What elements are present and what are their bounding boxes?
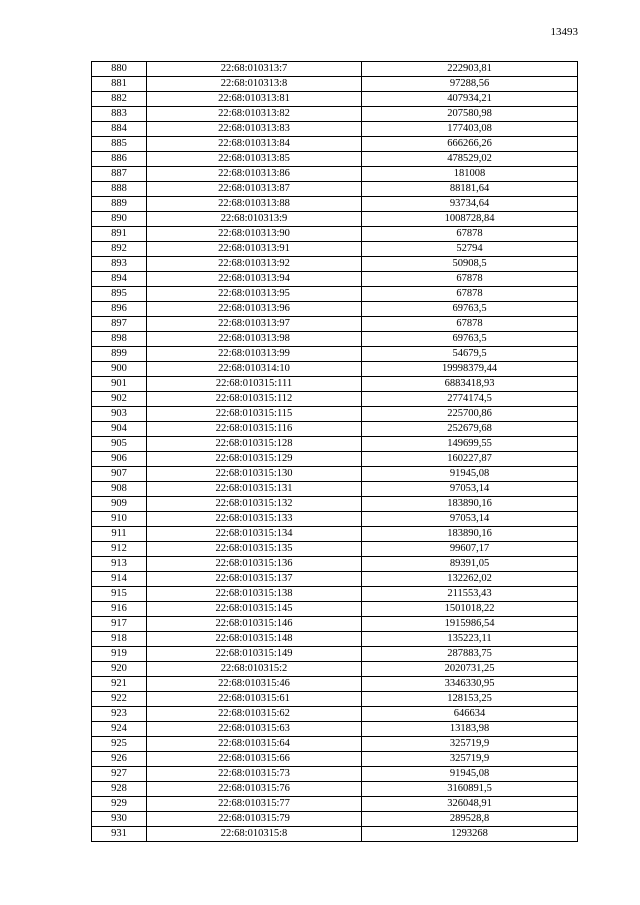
row-number-cell: 880 bbox=[92, 62, 147, 77]
table-row bbox=[92, 362, 578, 377]
row-number-cell: 903 bbox=[92, 407, 147, 422]
row-number-cell: 928 bbox=[92, 782, 147, 797]
row-number-cell: 920 bbox=[92, 662, 147, 677]
cadastral-number-cell: 22:68:010315:132 bbox=[147, 497, 362, 512]
cadastral-value-cell: 97053,14 bbox=[362, 482, 578, 497]
cadastral-number-cell: 22:68:010315:148 bbox=[147, 632, 362, 647]
table-row bbox=[92, 272, 578, 287]
cadastral-value-cell: 326048,91 bbox=[362, 797, 578, 812]
cadastral-number-cell: 22:68:010315:129 bbox=[147, 452, 362, 467]
table-row bbox=[92, 557, 578, 572]
cadastral-number-cell: 22:68:010315:138 bbox=[147, 587, 362, 602]
cadastral-value-cell: 91945,08 bbox=[362, 767, 578, 782]
cadastral-value-cell: 135223,11 bbox=[362, 632, 578, 647]
table-row bbox=[92, 242, 578, 257]
table-row bbox=[92, 797, 578, 812]
cadastral-number-cell: 22:68:010315:46 bbox=[147, 677, 362, 692]
cadastral-number-cell: 22:68:010315:131 bbox=[147, 482, 362, 497]
row-number-cell: 898 bbox=[92, 332, 147, 347]
cadastral-value-cell: 69763,5 bbox=[362, 332, 578, 347]
cadastral-number-cell: 22:68:010313:83 bbox=[147, 122, 362, 137]
cadastral-value-cell: 91945,08 bbox=[362, 467, 578, 482]
row-number-cell: 883 bbox=[92, 107, 147, 122]
table-row bbox=[92, 197, 578, 212]
cadastral-value-cell: 128153,25 bbox=[362, 692, 578, 707]
row-number-cell: 906 bbox=[92, 452, 147, 467]
cadastral-value-cell: 97053,14 bbox=[362, 512, 578, 527]
table-row bbox=[92, 77, 578, 92]
row-number-cell: 917 bbox=[92, 617, 147, 632]
cadastral-value-cell: 149699,55 bbox=[362, 437, 578, 452]
cadastral-value-cell: 289528,8 bbox=[362, 812, 578, 827]
row-number-cell: 881 bbox=[92, 77, 147, 92]
cadastral-value-cell: 52794 bbox=[362, 242, 578, 257]
cadastral-value-cell: 54679,5 bbox=[362, 347, 578, 362]
table-row bbox=[92, 737, 578, 752]
row-number-cell: 904 bbox=[92, 422, 147, 437]
cadastral-value-cell: 207580,98 bbox=[362, 107, 578, 122]
cadastral-value-cell: 6883418,93 bbox=[362, 377, 578, 392]
cadastral-number-cell: 22:68:010315:61 bbox=[147, 692, 362, 707]
row-number-cell: 892 bbox=[92, 242, 147, 257]
row-number-cell: 901 bbox=[92, 377, 147, 392]
cadastral-value-cell: 252679,68 bbox=[362, 422, 578, 437]
row-number-cell: 929 bbox=[92, 797, 147, 812]
cadastral-value-cell: 222903,81 bbox=[362, 62, 578, 77]
table-row bbox=[92, 107, 578, 122]
cadastral-number-cell: 22:68:010315:8 bbox=[147, 827, 362, 842]
table-row bbox=[92, 542, 578, 557]
table-row bbox=[92, 647, 578, 662]
row-number-cell: 895 bbox=[92, 287, 147, 302]
cadastral-number-cell: 22:68:010313:87 bbox=[147, 182, 362, 197]
cadastral-number-cell: 22:68:010315:116 bbox=[147, 422, 362, 437]
cadastral-value-cell: 646634 bbox=[362, 707, 578, 722]
cadastral-number-cell: 22:68:010315:134 bbox=[147, 527, 362, 542]
table-row bbox=[92, 527, 578, 542]
table-row bbox=[92, 752, 578, 767]
row-number-cell: 899 bbox=[92, 347, 147, 362]
row-number-cell: 882 bbox=[92, 92, 147, 107]
table-row bbox=[92, 167, 578, 182]
row-number-cell: 908 bbox=[92, 482, 147, 497]
cadastral-number-cell: 22:68:010315:111 bbox=[147, 377, 362, 392]
table-row bbox=[92, 92, 578, 107]
cadastral-number-cell: 22:68:010315:136 bbox=[147, 557, 362, 572]
row-number-cell: 894 bbox=[92, 272, 147, 287]
cadastral-value-cell: 160227,87 bbox=[362, 452, 578, 467]
cadastral-value-cell: 1915986,54 bbox=[362, 617, 578, 632]
cadastral-number-cell: 22:68:010315:130 bbox=[147, 467, 362, 482]
row-number-cell: 923 bbox=[92, 707, 147, 722]
row-number-cell: 927 bbox=[92, 767, 147, 782]
cadastral-number-cell: 22:68:010315:135 bbox=[147, 542, 362, 557]
cadastral-number-cell: 22:68:010315:128 bbox=[147, 437, 362, 452]
cadastral-value-cell: 225700,86 bbox=[362, 407, 578, 422]
table-row bbox=[92, 122, 578, 137]
cadastral-value-cell: 1008728,84 bbox=[362, 212, 578, 227]
cadastral-value-cell: 1501018,22 bbox=[362, 602, 578, 617]
row-number-cell: 916 bbox=[92, 602, 147, 617]
row-number-cell: 924 bbox=[92, 722, 147, 737]
row-number-cell: 925 bbox=[92, 737, 147, 752]
cadastral-value-cell: 67878 bbox=[362, 272, 578, 287]
row-number-cell: 886 bbox=[92, 152, 147, 167]
cadastral-number-cell: 22:68:010315:63 bbox=[147, 722, 362, 737]
cadastral-value-cell: 19998379,44 bbox=[362, 362, 578, 377]
table-row bbox=[92, 422, 578, 437]
table-row bbox=[92, 227, 578, 242]
cadastral-value-cell: 97288,56 bbox=[362, 77, 578, 92]
cadastral-value-cell: 13183,98 bbox=[362, 722, 578, 737]
cadastral-number-cell: 22:68:010315:145 bbox=[147, 602, 362, 617]
cadastral-value-cell: 132262,02 bbox=[362, 572, 578, 587]
table-row bbox=[92, 467, 578, 482]
table-row bbox=[92, 812, 578, 827]
cadastral-number-cell: 22:68:010315:73 bbox=[147, 767, 362, 782]
table-row bbox=[92, 677, 578, 692]
cadastral-value-cell: 325719,9 bbox=[362, 737, 578, 752]
table-row bbox=[92, 482, 578, 497]
cadastral-number-cell: 22:68:010315:112 bbox=[147, 392, 362, 407]
cadastral-number-cell: 22:68:010315:79 bbox=[147, 812, 362, 827]
row-number-cell: 893 bbox=[92, 257, 147, 272]
cadastral-value-cell: 99607,17 bbox=[362, 542, 578, 557]
table-row bbox=[92, 632, 578, 647]
table-row bbox=[92, 452, 578, 467]
cadastral-value-cell: 325719,9 bbox=[362, 752, 578, 767]
row-number-cell: 915 bbox=[92, 587, 147, 602]
cadastral-value-cell: 181008 bbox=[362, 167, 578, 182]
cadastral-value-cell: 89391,05 bbox=[362, 557, 578, 572]
cadastral-value-cell: 183890,16 bbox=[362, 497, 578, 512]
cadastral-value-cell: 93734,64 bbox=[362, 197, 578, 212]
cadastral-number-cell: 22:68:010313:84 bbox=[147, 137, 362, 152]
cadastral-number-cell: 22:68:010313:86 bbox=[147, 167, 362, 182]
table-body bbox=[92, 62, 578, 842]
table-row bbox=[92, 392, 578, 407]
row-number-cell: 910 bbox=[92, 512, 147, 527]
cadastral-value-cell: 3160891,5 bbox=[362, 782, 578, 797]
row-number-cell: 887 bbox=[92, 167, 147, 182]
cadastral-number-cell: 22:68:010315:146 bbox=[147, 617, 362, 632]
cadastral-value-cell: 183890,16 bbox=[362, 527, 578, 542]
cadastral-value-table bbox=[91, 61, 578, 842]
cadastral-number-cell: 22:68:010313:96 bbox=[147, 302, 362, 317]
cadastral-number-cell: 22:68:010315:66 bbox=[147, 752, 362, 767]
table-row bbox=[92, 152, 578, 167]
table-row bbox=[92, 692, 578, 707]
cadastral-value-cell: 407934,21 bbox=[362, 92, 578, 107]
cadastral-number-cell: 22:68:010313:99 bbox=[147, 347, 362, 362]
cadastral-number-cell: 22:68:010313:92 bbox=[147, 257, 362, 272]
cadastral-value-cell: 211553,43 bbox=[362, 587, 578, 602]
table-row bbox=[92, 722, 578, 737]
cadastral-value-cell: 478529,02 bbox=[362, 152, 578, 167]
table-row bbox=[92, 767, 578, 782]
row-number-cell: 921 bbox=[92, 677, 147, 692]
table-row bbox=[92, 827, 578, 842]
cadastral-number-cell: 22:68:010313:85 bbox=[147, 152, 362, 167]
table-row bbox=[92, 317, 578, 332]
cadastral-number-cell: 22:68:010313:90 bbox=[147, 227, 362, 242]
table-row bbox=[92, 62, 578, 77]
cadastral-number-cell: 22:68:010315:2 bbox=[147, 662, 362, 677]
table-row bbox=[92, 287, 578, 302]
cadastral-value-cell: 67878 bbox=[362, 287, 578, 302]
row-number-cell: 911 bbox=[92, 527, 147, 542]
table-row bbox=[92, 212, 578, 227]
table-row bbox=[92, 437, 578, 452]
row-number-cell: 912 bbox=[92, 542, 147, 557]
row-number-cell: 890 bbox=[92, 212, 147, 227]
row-number-cell: 905 bbox=[92, 437, 147, 452]
row-number-cell: 889 bbox=[92, 197, 147, 212]
cadastral-value-cell: 3346330,95 bbox=[362, 677, 578, 692]
table-row bbox=[92, 377, 578, 392]
row-number-cell: 913 bbox=[92, 557, 147, 572]
cadastral-number-cell: 22:68:010313:82 bbox=[147, 107, 362, 122]
cadastral-value-cell: 67878 bbox=[362, 227, 578, 242]
table-row bbox=[92, 662, 578, 677]
table-row bbox=[92, 332, 578, 347]
row-number-cell: 896 bbox=[92, 302, 147, 317]
row-number-cell: 909 bbox=[92, 497, 147, 512]
cadastral-value-cell: 666266,26 bbox=[362, 137, 578, 152]
cadastral-value-cell: 287883,75 bbox=[362, 647, 578, 662]
row-number-cell: 884 bbox=[92, 122, 147, 137]
table-row bbox=[92, 782, 578, 797]
cadastral-value-cell: 2774174,5 bbox=[362, 392, 578, 407]
cadastral-number-cell: 22:68:010313:97 bbox=[147, 317, 362, 332]
table-row bbox=[92, 137, 578, 152]
table-row bbox=[92, 587, 578, 602]
row-number-cell: 926 bbox=[92, 752, 147, 767]
cadastral-number-cell: 22:68:010314:10 bbox=[147, 362, 362, 377]
cadastral-number-cell: 22:68:010313:7 bbox=[147, 62, 362, 77]
table-row bbox=[92, 512, 578, 527]
table-row bbox=[92, 347, 578, 362]
cadastral-value-cell: 69763,5 bbox=[362, 302, 578, 317]
cadastral-number-cell: 22:68:010315:149 bbox=[147, 647, 362, 662]
cadastral-number-cell: 22:68:010315:76 bbox=[147, 782, 362, 797]
cadastral-value-cell: 2020731,25 bbox=[362, 662, 578, 677]
table-row bbox=[92, 497, 578, 512]
cadastral-number-cell: 22:68:010315:137 bbox=[147, 572, 362, 587]
table-row bbox=[92, 257, 578, 272]
table-row bbox=[92, 407, 578, 422]
table-row bbox=[92, 707, 578, 722]
table-row bbox=[92, 617, 578, 632]
cadastral-value-cell: 50908,5 bbox=[362, 257, 578, 272]
cadastral-value-cell: 1293268 bbox=[362, 827, 578, 842]
table-row bbox=[92, 602, 578, 617]
cadastral-number-cell: 22:68:010313:95 bbox=[147, 287, 362, 302]
row-number-cell: 888 bbox=[92, 182, 147, 197]
row-number-cell: 918 bbox=[92, 632, 147, 647]
cadastral-number-cell: 22:68:010313:98 bbox=[147, 332, 362, 347]
table-row bbox=[92, 302, 578, 317]
table-row bbox=[92, 572, 578, 587]
cadastral-number-cell: 22:68:010313:88 bbox=[147, 197, 362, 212]
cadastral-number-cell: 22:68:010313:9 bbox=[147, 212, 362, 227]
cadastral-number-cell: 22:68:010315:64 bbox=[147, 737, 362, 752]
page-number: 13493 bbox=[550, 26, 578, 38]
row-number-cell: 885 bbox=[92, 137, 147, 152]
cadastral-number-cell: 22:68:010315:115 bbox=[147, 407, 362, 422]
row-number-cell: 914 bbox=[92, 572, 147, 587]
row-number-cell: 900 bbox=[92, 362, 147, 377]
row-number-cell: 891 bbox=[92, 227, 147, 242]
row-number-cell: 931 bbox=[92, 827, 147, 842]
table-row bbox=[92, 182, 578, 197]
cadastral-number-cell: 22:68:010313:94 bbox=[147, 272, 362, 287]
row-number-cell: 919 bbox=[92, 647, 147, 662]
cadastral-number-cell: 22:68:010313:8 bbox=[147, 77, 362, 92]
cadastral-number-cell: 22:68:010315:62 bbox=[147, 707, 362, 722]
cadastral-number-cell: 22:68:010313:81 bbox=[147, 92, 362, 107]
cadastral-number-cell: 22:68:010313:91 bbox=[147, 242, 362, 257]
row-number-cell: 897 bbox=[92, 317, 147, 332]
cadastral-value-cell: 88181,64 bbox=[362, 182, 578, 197]
cadastral-number-cell: 22:68:010315:133 bbox=[147, 512, 362, 527]
cadastral-value-cell: 67878 bbox=[362, 317, 578, 332]
row-number-cell: 930 bbox=[92, 812, 147, 827]
cadastral-value-cell: 177403,08 bbox=[362, 122, 578, 137]
cadastral-number-cell: 22:68:010315:77 bbox=[147, 797, 362, 812]
row-number-cell: 907 bbox=[92, 467, 147, 482]
row-number-cell: 902 bbox=[92, 392, 147, 407]
row-number-cell: 922 bbox=[92, 692, 147, 707]
